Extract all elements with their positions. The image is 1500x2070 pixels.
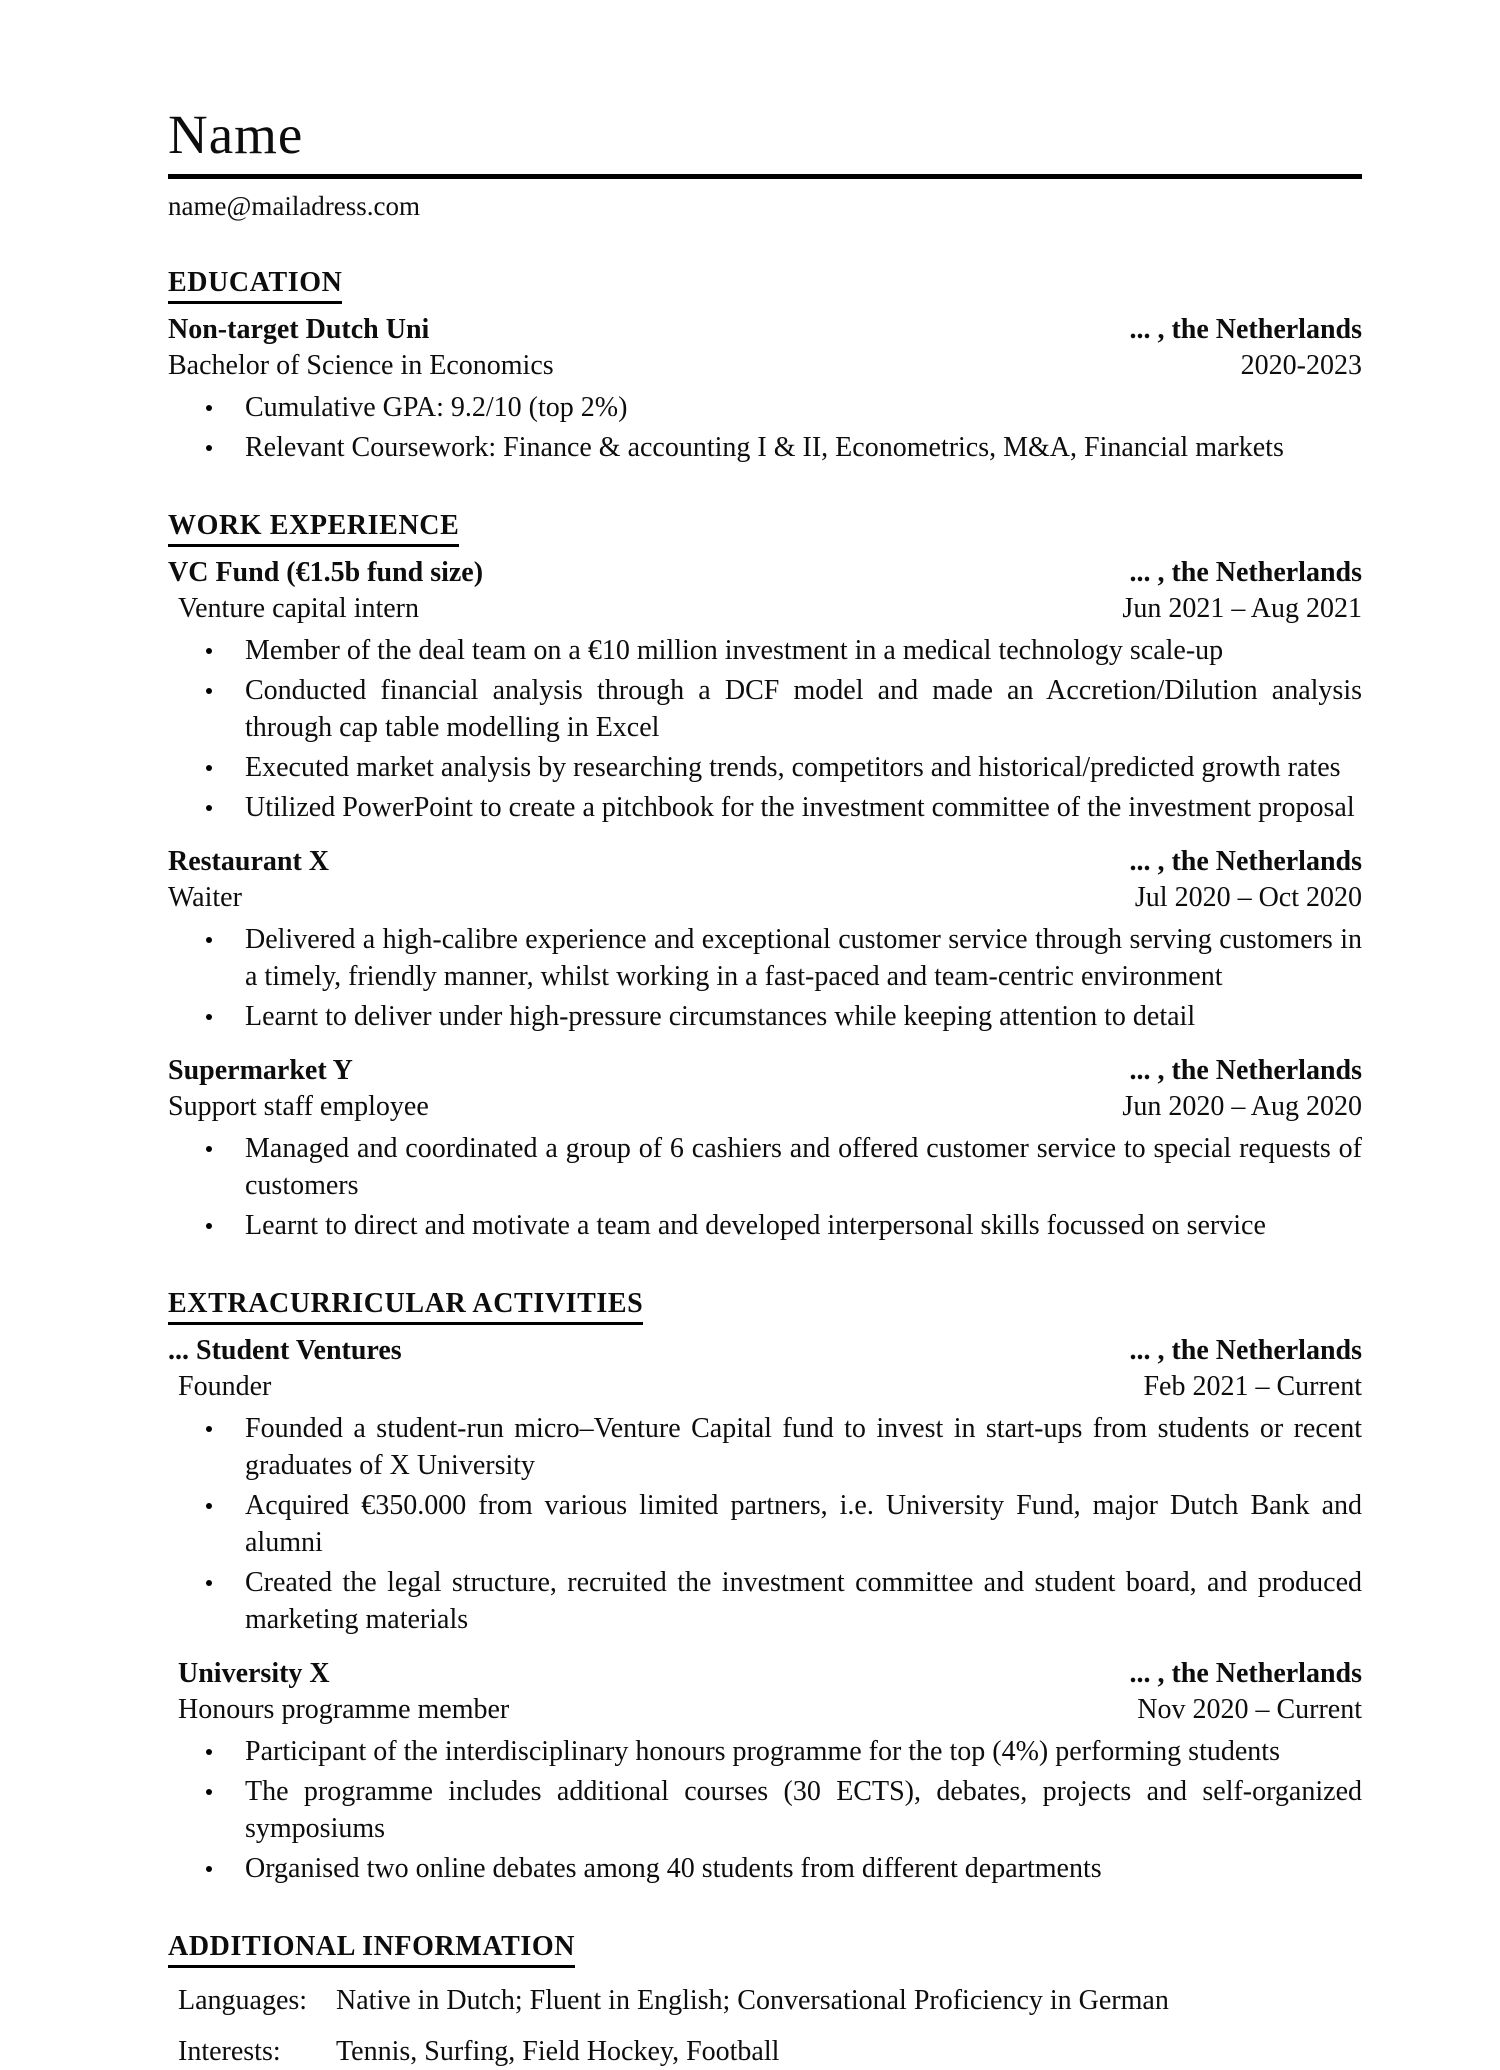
bullet-item xyxy=(168,1207,1362,1244)
bullet-item xyxy=(168,389,1362,426)
dates-text: 2020-2023 xyxy=(1240,349,1362,381)
job-title-text: Waiter xyxy=(168,881,242,913)
bullet-item xyxy=(168,1410,1362,1484)
organization-name: ... Student Ventures xyxy=(168,1334,402,1366)
section-title-extracurricular: EXTRACURRICULAR ACTIVITIES xyxy=(168,1288,643,1325)
bullet-text: Learnt to deliver under high-pressure circumstances while keeping attention to detail xyxy=(245,1000,1196,1032)
languages-label: Languages: xyxy=(178,1984,308,2016)
dates-text: Nov 2020 – Current xyxy=(1137,1693,1362,1725)
bullet-text: Executed market analysis by researching trends, competitors and historical/predicted growth rates xyxy=(245,751,1341,783)
location-text: ... , the Netherlands xyxy=(1129,1657,1362,1689)
bullet-item xyxy=(168,672,1362,746)
bullet-text: Acquired €350.000 from various limited partners, i.e. University Fund, major Dutch Bank and alumni xyxy=(245,1489,1362,1558)
dates-text: Jul 2020 – Oct 2020 xyxy=(1134,881,1362,913)
work-entry-supermarket xyxy=(168,1053,1362,1244)
role-text: Honours programme member xyxy=(178,1693,510,1725)
location-text: ... , the Netherlands xyxy=(1129,313,1362,345)
bullet-text: Founded a student-run micro–Venture Capital fund to invest in start-ups from students or recent graduates of X University xyxy=(245,1412,1362,1481)
bullet-item xyxy=(168,1487,1362,1561)
bullet-list xyxy=(168,1130,1362,1244)
entry-header-row xyxy=(168,844,1362,880)
section-title-education: EDUCATION xyxy=(168,267,342,304)
entry-header-row xyxy=(168,555,1362,591)
bullet-item xyxy=(168,1850,1362,1887)
bullet-text: Organised two online debates among 40 students from different departments xyxy=(245,1852,1102,1884)
bullet-text: Created the legal structure, recruited the investment committee and student board, and produced marketing materials xyxy=(245,1566,1362,1635)
bullet-item xyxy=(168,1733,1362,1770)
location-text: ... , the Netherlands xyxy=(1129,1054,1362,1086)
organization-name: VC Fund (€1.5b fund size) xyxy=(168,556,484,588)
section-extracurricular xyxy=(168,1288,1362,1887)
bullet-list xyxy=(168,1733,1362,1887)
entry-sub-row xyxy=(168,591,1362,627)
bullet-item xyxy=(168,789,1362,826)
work-entry-restaurant xyxy=(168,844,1362,1035)
extracurricular-entry-student-ventures xyxy=(168,1333,1362,1638)
entry-sub-row xyxy=(168,880,1362,916)
bullet-item xyxy=(168,632,1362,669)
bullet-item xyxy=(168,998,1362,1035)
entry-header-row xyxy=(168,1656,1362,1692)
additional-row-interests xyxy=(168,2034,1362,2070)
bullet-item xyxy=(168,1130,1362,1204)
organization-name: University X xyxy=(178,1657,330,1689)
role-text: Founder xyxy=(178,1370,272,1402)
bullet-text: Relevant Coursework: Finance & accounting I & II, Econometrics, M&A, Financial markets xyxy=(245,431,1284,463)
additional-row-languages xyxy=(168,1983,1362,2019)
dates-text: Feb 2021 – Current xyxy=(1143,1370,1362,1402)
section-work-experience xyxy=(168,510,1362,1244)
bullet-list xyxy=(168,389,1362,466)
job-title-text: Venture capital intern xyxy=(178,592,420,624)
degree-text: Bachelor of Science in Economics xyxy=(168,349,554,381)
bullet-item xyxy=(168,1564,1362,1638)
bullet-list xyxy=(168,1410,1362,1638)
bullet-text: Utilized PowerPoint to create a pitchbook for the investment committee of the investment proposal xyxy=(245,791,1355,823)
bullet-item xyxy=(168,749,1362,786)
organization-name: Restaurant X xyxy=(168,845,329,877)
organization-name: Supermarket Y xyxy=(168,1054,353,1086)
bullet-text: The programme includes additional courses (30 ECTS), debates, projects and self-organized symposiums xyxy=(245,1775,1362,1844)
interests-label: Interests: xyxy=(178,2035,281,2067)
section-additional-information xyxy=(168,1931,1362,2070)
bullet-text: Delivered a high-calibre experience and exceptional customer service through serving customers in a timely, friendly manner, whilst working in a fast-paced and team-centric environment xyxy=(245,923,1362,992)
organization-name: Non-target Dutch Uni xyxy=(168,313,430,345)
location-text: ... , the Netherlands xyxy=(1129,1334,1362,1366)
languages-value: Native in Dutch; Fluent in English; Conversational Proficiency in German xyxy=(336,1984,1169,2016)
bullet-list xyxy=(168,632,1362,826)
extracurricular-entry-university xyxy=(168,1656,1362,1887)
bullet-text: Participant of the interdisciplinary honours programme for the top (4%) performing students xyxy=(245,1735,1280,1767)
bullet-text: Learnt to direct and motivate a team and developed interpersonal skills focussed on service xyxy=(245,1209,1266,1241)
bullet-item xyxy=(168,921,1362,995)
entry-sub-row xyxy=(168,1369,1362,1405)
bullet-list xyxy=(168,921,1362,1035)
entry-header-row xyxy=(168,312,1362,348)
interests-value: Tennis, Surfing, Field Hockey, Football xyxy=(336,2035,780,2067)
bullet-item xyxy=(168,1773,1362,1847)
location-text: ... , the Netherlands xyxy=(1129,845,1362,877)
entry-header-row xyxy=(168,1333,1362,1369)
dates-text: Jun 2020 – Aug 2020 xyxy=(1122,1090,1362,1122)
section-title-additional-information: ADDITIONAL INFORMATION xyxy=(168,1931,575,1968)
work-entry-vc-fund xyxy=(168,555,1362,826)
entry-sub-row xyxy=(168,1089,1362,1125)
entry-sub-row xyxy=(168,348,1362,384)
job-title-text: Support staff employee xyxy=(168,1090,429,1122)
bullet-item xyxy=(168,429,1362,466)
resume-header xyxy=(168,106,1362,223)
location-text: ... , the Netherlands xyxy=(1129,556,1362,588)
section-title-work-experience: WORK EXPERIENCE xyxy=(168,510,459,547)
bullet-text: Member of the deal team on a €10 million investment in a medical technology scale-up xyxy=(245,634,1224,666)
education-entry xyxy=(168,312,1362,466)
person-name: Name xyxy=(168,104,304,165)
bullet-text: Cumulative GPA: 9.2/10 (top 2%) xyxy=(245,391,628,423)
bullet-text: Managed and coordinated a group of 6 cashiers and offered customer service to special requests of customers xyxy=(245,1132,1362,1201)
header-rule xyxy=(168,174,1362,179)
entry-header-row xyxy=(168,1053,1362,1089)
bullet-text: Conducted financial analysis through a DCF model and made an Accretion/Dilution analysis through cap table modelling in Excel xyxy=(245,674,1362,743)
entry-sub-row xyxy=(168,1692,1362,1728)
section-education xyxy=(168,267,1362,466)
dates-text: Jun 2021 – Aug 2021 xyxy=(1122,592,1362,624)
email-text: name@mailadress.com xyxy=(168,190,421,221)
